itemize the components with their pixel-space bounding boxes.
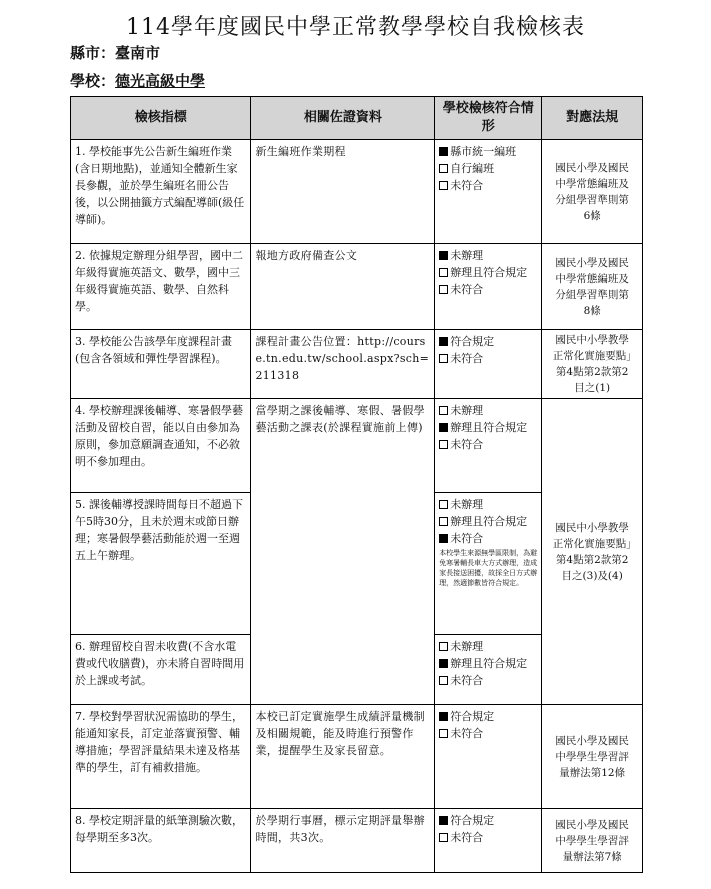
- checkbox[interactable]: [439, 354, 448, 363]
- law-cell: 國民中小學教學正常化實施要點」第4點第2款第2目之(1): [542, 330, 643, 399]
- option-label: 未符合: [450, 438, 484, 451]
- law-cell: 國民小學及國民中學常態編班及分組學習準則第8條: [542, 244, 643, 330]
- option[interactable]: [439, 496, 537, 513]
- checkbox-checked[interactable]: [439, 337, 448, 346]
- law-cell: 國民小學及國民中學常態編班及分組學習準則第6條: [542, 140, 643, 244]
- law-cell: 國民小學及國民中學學生學習評量辦法第7條: [542, 809, 643, 873]
- option-label: 未辦理: [450, 498, 484, 511]
- table-row: [71, 330, 643, 399]
- option-label: 辦理且符合規定: [450, 657, 528, 670]
- option[interactable]: [439, 160, 537, 177]
- indicator-cell: 4. 學校辦理課後輔導、寒暑假學藝活動及留校自習，能以自由參加為原則，參加意願調查通知，不必敘明不參加理由。: [71, 399, 251, 493]
- option[interactable]: [439, 402, 537, 419]
- option-label: 縣市統一編班: [450, 145, 517, 158]
- evidence-cell: 報地方政府備查公文: [251, 244, 435, 330]
- option[interactable]: [439, 812, 537, 829]
- indicator-cell: 7. 學校對學習狀況需協助的學生，能通知家長，訂定並落實預警、輔導措施；學習評量結果未達及格基準的學生，訂有補救措施。: [71, 705, 251, 809]
- option-label: 未符合: [450, 727, 484, 740]
- checkbox[interactable]: [439, 517, 448, 526]
- status-cell: [435, 330, 542, 399]
- table-row: [71, 399, 643, 493]
- indicator-cell: 1. 學校能事先公告新生編班作業(含日期地點)，並通知全體新生家長參觀，並於學生編班名冊公告後，以公開抽籤方式編配導師(級任導師)。: [71, 140, 251, 244]
- option[interactable]: [439, 725, 537, 742]
- option-label: 辦理且符合規定: [450, 266, 528, 279]
- option[interactable]: [439, 247, 537, 264]
- header-law: 對應法規: [542, 97, 643, 140]
- option[interactable]: [439, 419, 537, 436]
- option-label: 符合規定: [450, 814, 495, 827]
- table-row: [71, 244, 643, 330]
- option-label: 符合規定: [450, 710, 495, 723]
- indicator-cell: 5. 課後輔導授課時間每日不超過下午5時30分，且未於週末或節日辦理；寒暑假學藝活動能於週一至週五上午辦理。: [71, 493, 251, 635]
- option-label: 未辦理: [450, 640, 484, 653]
- checkbox-checked[interactable]: [439, 712, 448, 721]
- remark-note: 本校學生來源無學區限制，為避免寒暑輔長車大方式辦理，造成家長接送困擾，故採全日方式辦理，然適節數皆符合規定。: [439, 549, 538, 587]
- option[interactable]: [439, 655, 537, 672]
- option-label: 符合規定: [450, 335, 495, 348]
- checkbox-checked[interactable]: [439, 147, 448, 156]
- option[interactable]: [439, 513, 537, 530]
- option[interactable]: [439, 708, 537, 725]
- option[interactable]: [439, 350, 537, 367]
- evidence-cell: 課程計畫公告位置：http://course.tn.edu.tw/school.aspx?sch=211318: [251, 330, 435, 399]
- school-line: [70, 70, 205, 91]
- checkbox-checked[interactable]: [439, 534, 448, 543]
- school-label: 學校：: [70, 72, 116, 90]
- option-label: 未符合: [450, 674, 484, 687]
- option[interactable]: [439, 333, 537, 350]
- option[interactable]: [439, 672, 537, 689]
- checkbox[interactable]: [439, 440, 448, 449]
- header-indicator: 檢核指標: [71, 97, 251, 140]
- indicator-cell: 2. 依據規定辦理分組學習，國中二年級得實施英語文、數學，國中三年級得實施英語、數學、自然科學。: [71, 244, 251, 330]
- checkbox-checked[interactable]: [439, 251, 448, 260]
- status-cell: [435, 705, 542, 809]
- county-value: 臺南市: [115, 44, 161, 62]
- table-row: [71, 809, 643, 873]
- option-label: 未辦理: [450, 404, 484, 417]
- indicator-cell: 8. 學校定期評量的紙筆測驗次數，每學期至多3次。: [71, 809, 251, 873]
- status-cell: [435, 635, 542, 705]
- table-row: [71, 705, 643, 809]
- checkbox-checked[interactable]: [439, 816, 448, 825]
- law-cell: 國民小學及國民中學學生學習評量辦法第12條: [542, 705, 643, 809]
- option-label: 未符合: [450, 831, 484, 844]
- checkbox[interactable]: [439, 268, 448, 277]
- header-row: [71, 97, 643, 140]
- option-label: 未符合: [450, 179, 484, 192]
- checkbox[interactable]: [439, 285, 448, 294]
- evidence-cell: 當學期之課後輔導、寒假、暑假學藝活動之課表(於課程實施前上傳): [251, 399, 435, 705]
- option-label: 未符合: [450, 283, 484, 296]
- checkbox[interactable]: [439, 729, 448, 738]
- page-title: 114學年度國民中學正常教學學校自我檢核表: [126, 15, 585, 40]
- status-cell: [435, 244, 542, 330]
- indicator-cell: 3. 學校能公告該學年度課程計畫(包含各領域和彈性學習課程)。: [71, 330, 251, 399]
- indicator-cell: 6. 辦理留校自習未收費(不含水電費或代收膳費)，亦未將自習時間用於上課或考試。: [71, 635, 251, 705]
- option[interactable]: [439, 264, 537, 281]
- option[interactable]: [439, 143, 537, 160]
- checkbox[interactable]: [439, 642, 448, 651]
- option[interactable]: [439, 829, 537, 846]
- status-cell: [435, 140, 542, 244]
- option-label: 辦理且符合規定: [450, 515, 528, 528]
- county-label: 縣市：: [70, 44, 116, 62]
- checkbox[interactable]: [439, 500, 448, 509]
- table-row: [71, 140, 643, 244]
- checkbox[interactable]: [439, 833, 448, 842]
- school-value: 德光高級中學: [115, 72, 206, 90]
- evidence-cell: 新生編班作業期程: [251, 140, 435, 244]
- option[interactable]: [439, 436, 537, 453]
- checkbox[interactable]: [439, 181, 448, 190]
- evidence-cell: 本校已訂定實施學生成績評量機制及相關規範，能及時進行預警作業，提醒學生及家長留意。: [251, 705, 435, 809]
- option-label: 辦理且符合規定: [450, 421, 528, 434]
- option[interactable]: [439, 177, 537, 194]
- option[interactable]: [439, 281, 537, 298]
- header-evidence: 相關佐證資料: [251, 97, 435, 140]
- option-label: 未符合: [450, 352, 484, 365]
- county-line: [70, 42, 160, 63]
- checklist-table: [70, 96, 643, 873]
- option[interactable]: [439, 530, 537, 547]
- status-cell: [435, 493, 542, 635]
- evidence-cell: 於學期行事曆，標示定期評量舉辦時間，共3次。: [251, 809, 435, 873]
- checkbox-checked[interactable]: [439, 423, 448, 432]
- option-label: 自行編班: [450, 162, 495, 175]
- checkbox[interactable]: [439, 676, 448, 685]
- checkbox[interactable]: [439, 164, 448, 173]
- option-label: 未符合: [450, 532, 484, 545]
- law-cell: 國民中小學教學正常化實施要點」第4點第2款第2目之(3)及(4): [542, 399, 643, 705]
- checkbox-checked[interactable]: [439, 659, 448, 668]
- option[interactable]: [439, 638, 537, 655]
- checkbox[interactable]: [439, 406, 448, 415]
- header-status: 學校檢核符合情形: [435, 97, 542, 140]
- status-cell: [435, 399, 542, 493]
- option-label: 未辦理: [450, 249, 484, 262]
- status-cell: [435, 809, 542, 873]
